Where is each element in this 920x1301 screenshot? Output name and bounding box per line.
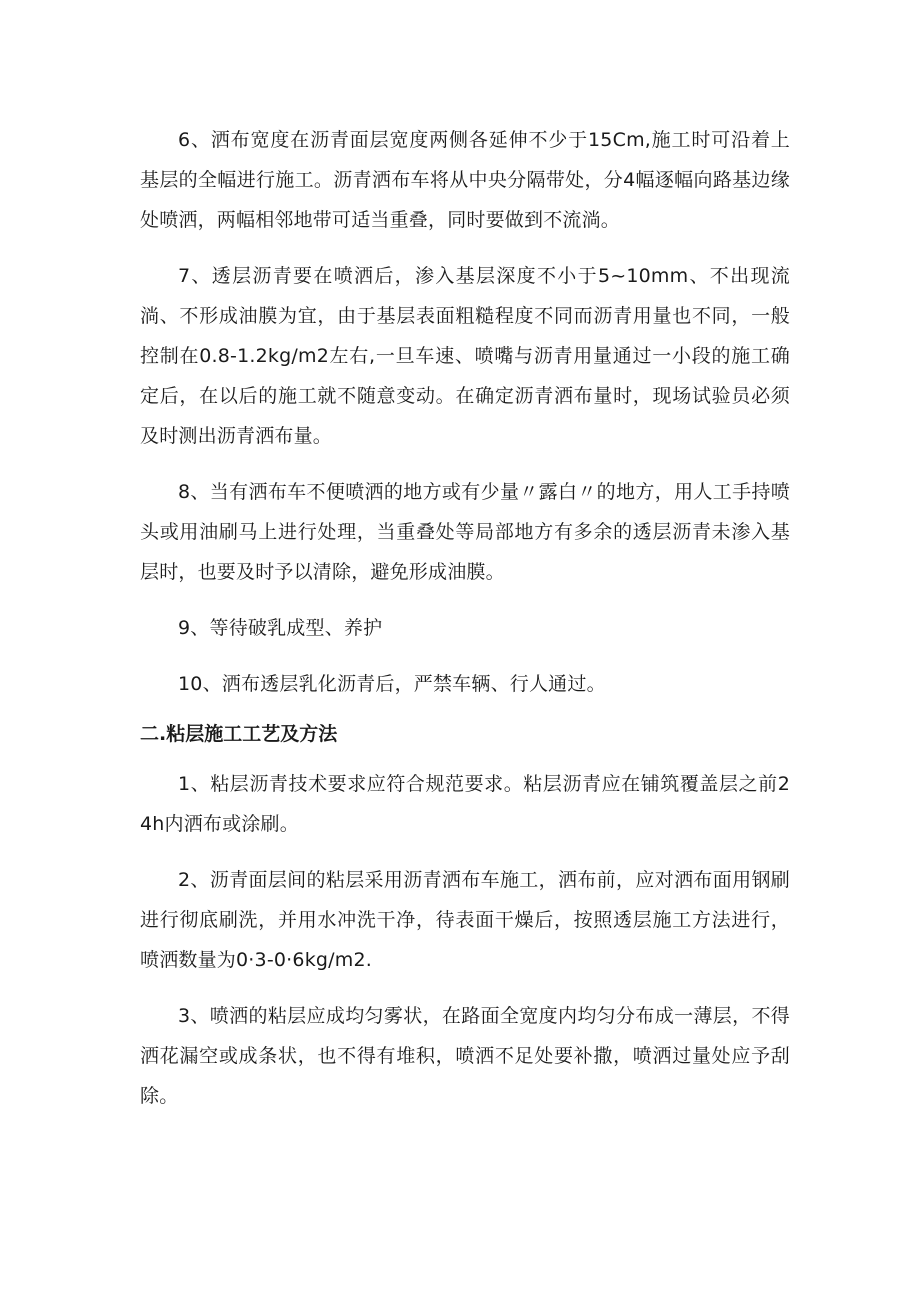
document-body [140, 120, 790, 1116]
paragraph-7: 7、透层沥青要在喷洒后，渗入基层深度不小于5~10mm、不出现流淌、不形成油膜为宜，由于基层表面粗糙程度不同而沥青用量也不同，一般控制在0.8-1.2kg/m2左右,一旦车速、喷嘴与沥青用量通过一小段的施工确定后，在以后的施工就不随意变动。在确定沥青洒布量时，现场试验员必须及时测出沥青洒布量。 [140, 265, 790, 447]
section-paragraph-2: 2、沥青面层间的粘层采用沥青洒布车施工，洒布前，应对洒布面用钢刷进行彻底刷洗，并用水冲洗干净，待表面干燥后，按照透层施工方法进行，喷洒数量为0·3-0·6kg/m2. [140, 869, 790, 971]
section-heading: 二.粘层施工工艺及方法 [140, 723, 338, 745]
paragraph-10: 10、洒布透层乳化沥青后，严禁车辆、行人通过。 [178, 673, 606, 695]
paragraph-8: 8、当有洒布车不便喷洒的地方或有少量〃露白〃的地方，用人工手持喷头或用油刷马上进行处理，当重叠处等局部地方有多余的透层沥青未渗入基层时，也要及时予以清除，避免形成油膜。 [140, 481, 790, 583]
section-paragraph-3: 3、喷洒的粘层应成均匀雾状，在路面全宽度内均匀分布成一薄层，不得洒花漏空或成条状，也不得有堆积，喷洒不足处要补撒，喷洒过量处应予刮除。 [140, 1005, 790, 1107]
paragraph-6: 6、洒布宽度在沥青面层宽度两侧各延伸不少于15Cm,施工时可沿着上基层的全幅进行施工。沥青洒布车将从中央分隔带处，分4幅逐幅向路基边缘处喷洒，两幅相邻地带可适当重叠，同时要做到不流淌。 [140, 129, 790, 231]
paragraph-9: 9、等待破乳成型、养护 [178, 617, 383, 639]
section-paragraph-1: 1、粘层沥青技术要求应符合规范要求。粘层沥青应在铺筑覆盖层之前24h内洒布或涂刷。 [140, 773, 790, 835]
